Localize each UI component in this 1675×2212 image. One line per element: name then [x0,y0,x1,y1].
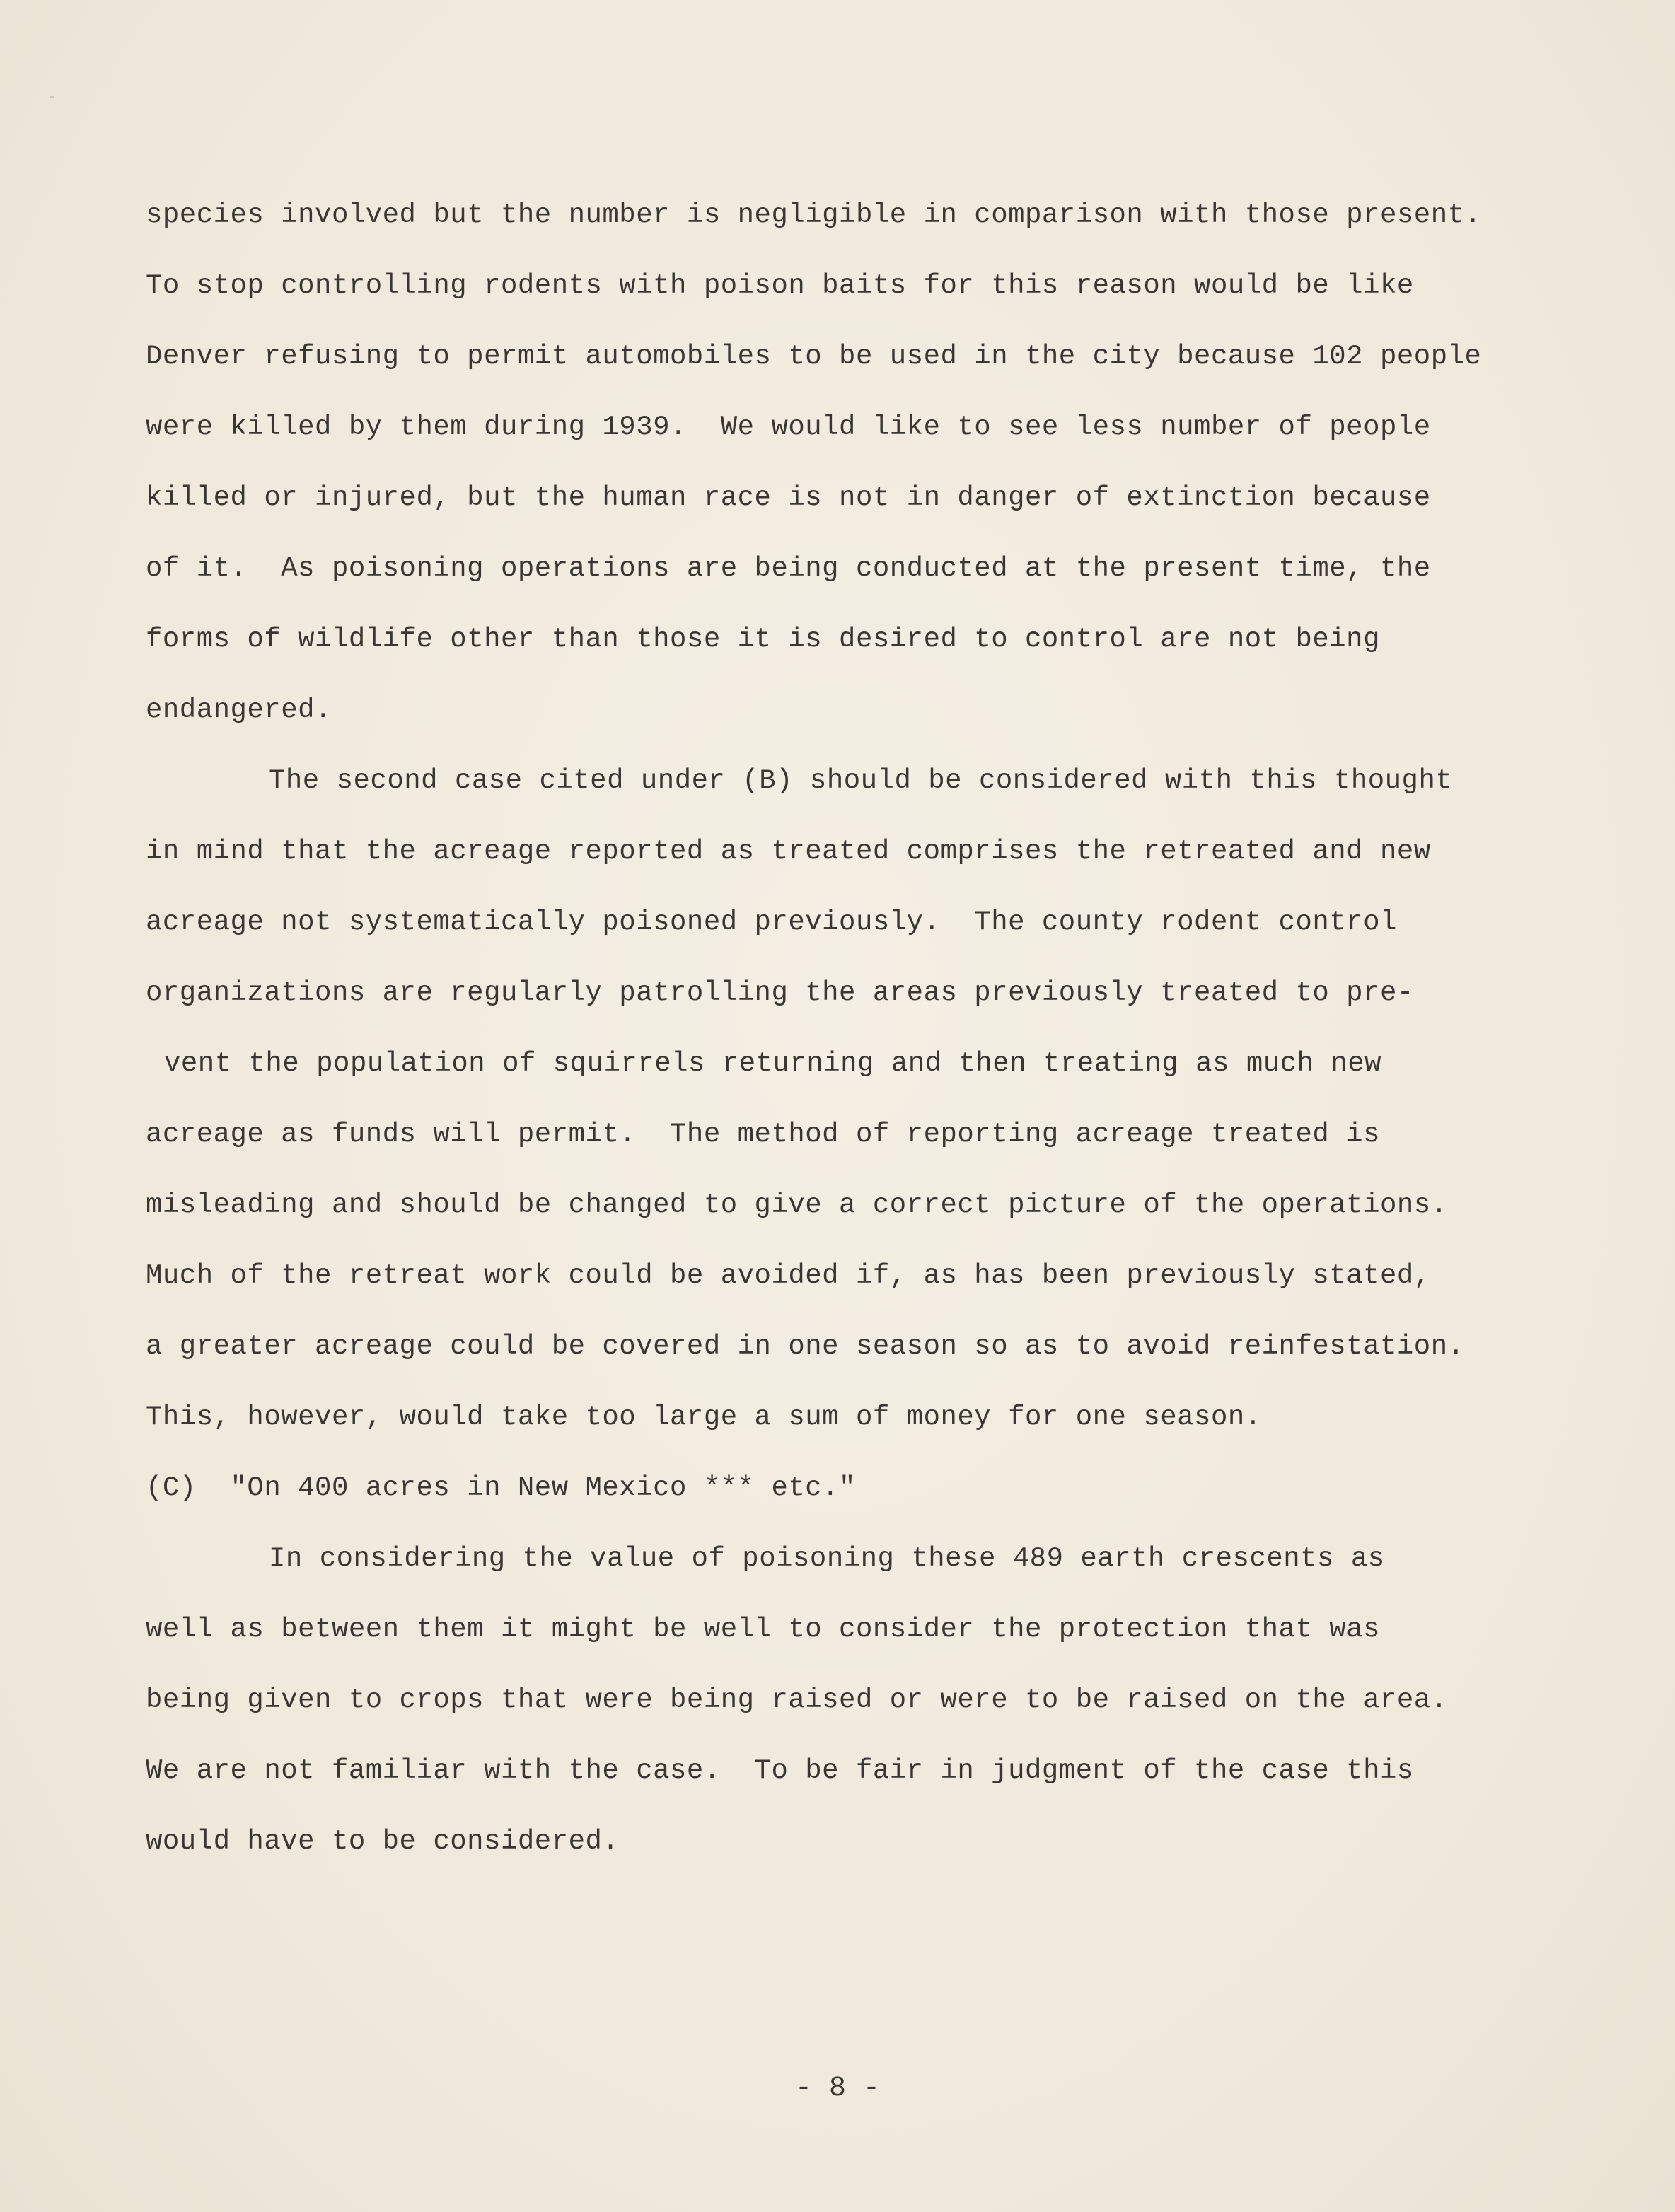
text-line-2: To stop controlling rodents with poison baits for this reason would be like [146,270,1414,301]
text-line-6: of it. As poisoning operations are being conducted at the present time, the [146,553,1431,584]
text-line-8: endangered. [146,694,332,726]
section-heading-c: (C) "On 400 acres in New Mexico *** etc." [146,1472,856,1503]
text-line-20: In considering the value of poisoning these 489 earth crescents as [269,1543,1385,1574]
text-line-1: species involved but the number is negligible in comparison with those present. [146,199,1482,231]
paper-blemish [50,96,54,98]
text-line-13: vent the population of squirrels returning and then treating as much new [164,1048,1382,1079]
text-line-4: were killed by them during 1939. We would like to see less number of people [146,412,1431,443]
text-line-3: Denver refusing to permit automobiles to be used in the city because 102 people [146,341,1482,372]
text-line-11: acreage not systematically poisoned previously. The county rodent control [146,907,1397,938]
text-line-23: We are not familiar with the case. To be fair in judgment of the case this [146,1755,1414,1786]
text-line-17: a greater acreage could be covered in one season so as to avoid reinfestation. [146,1331,1465,1362]
text-line-18: This, however, would take too large a sum of money for one season. [146,1402,1262,1433]
text-line-10: in mind that the acreage reported as treated comprises the retreated and new [146,836,1431,867]
page-number: - 8 - [794,2073,881,2105]
text-line-14: acreage as funds will permit. The method of reporting acreage treated is [146,1119,1380,1150]
text-line-9: The second case cited under (B) should be considered with this thought [269,765,1453,796]
text-line-24: would have to be considered. [146,1826,620,1857]
text-line-16: Much of the retreat work could be avoided if, as has been previously stated, [146,1260,1431,1291]
text-line-7: forms of wildlife other than those it is desired to control are not being [146,624,1380,655]
text-line-12: organizations are regularly patrolling the areas previously treated to pre- [146,977,1414,1008]
text-line-22: being given to crops that were being raised or were to be raised on the area. [146,1684,1448,1716]
text-line-15: misleading and should be changed to give a correct picture of the operations. [146,1189,1448,1221]
text-line-5: killed or injured, but the human race is not in danger of extinction because [146,482,1431,513]
text-line-21: well as between them it might be well to consider the protection that was [146,1614,1380,1645]
